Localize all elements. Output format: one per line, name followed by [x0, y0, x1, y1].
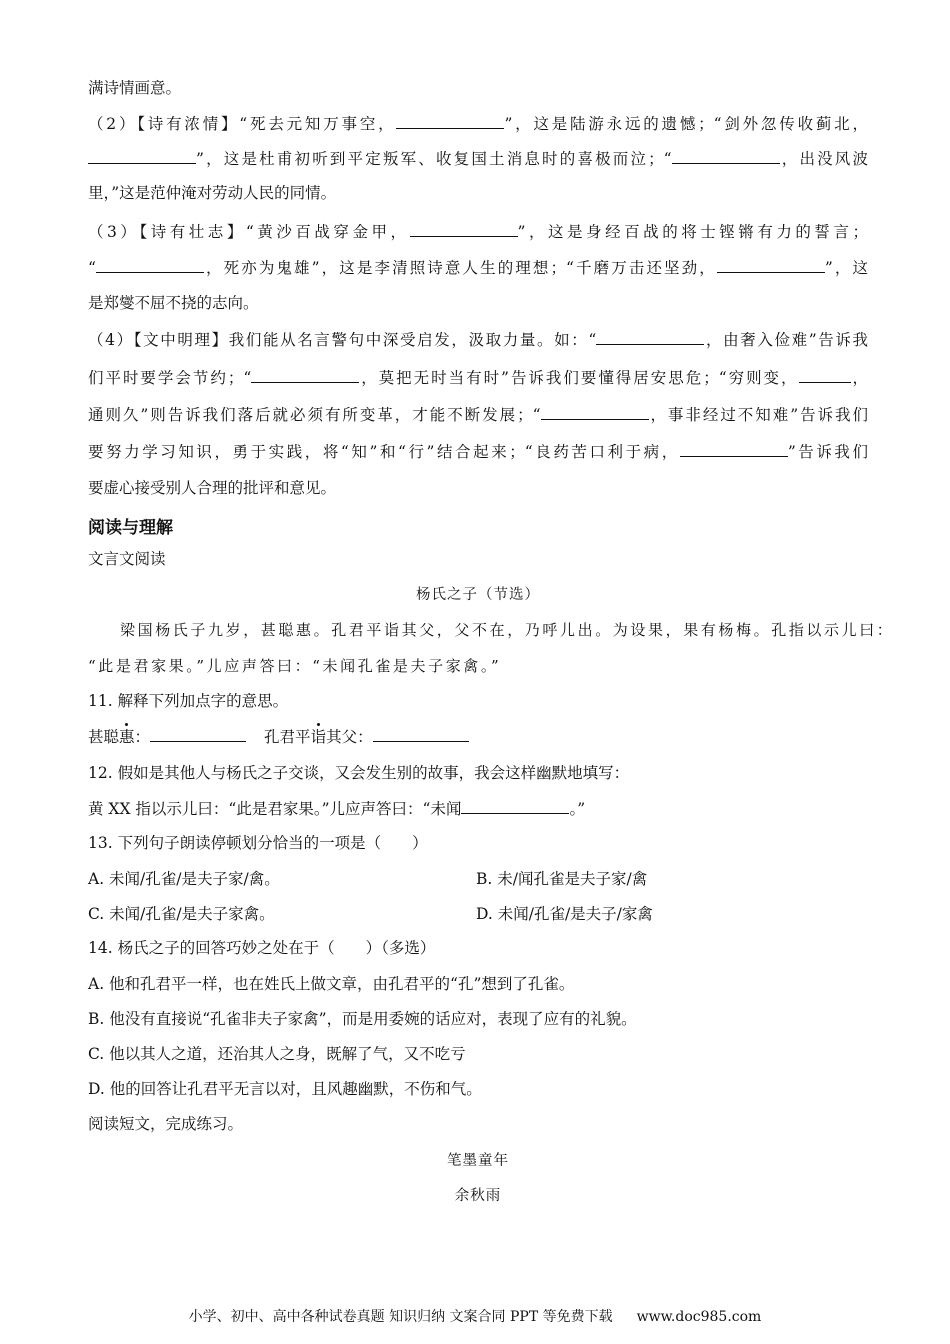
q13-option-a[interactable]: A. 未闻/孔雀/是夫子家/禽。 [88, 870, 280, 888]
q3-line-1: （3）【诗有壮志】“黄沙百战穿金甲， ”，这是身经百战的将士铿锵有力的誓言； [88, 220, 868, 243]
q12-stem: 12. 假如是其他人与杨氏之子交谈，又会发生别的故事，我会这样幽默地填写： [88, 764, 630, 782]
answer-blank[interactable] [596, 328, 704, 345]
emphasis-dot-char: 惠 [119, 728, 135, 746]
q14-option-d[interactable]: D. 他的回答让孔君平无言以对，且风趣幽默，不伤和气。 [88, 1080, 482, 1098]
q12-answer-line: 黄 XX 指以示儿曰：“此是君家果。”儿应声答曰：“未闻 。” [88, 797, 868, 820]
passage-title: 杨氏之子（节选） [416, 587, 540, 603]
answer-blank[interactable] [373, 725, 469, 742]
q14-option-c[interactable]: C. 他以其人之道，还治其人之身，既解了气，又不吃亏 [88, 1045, 466, 1063]
q4-line-5: 要虚心接受别人合理的批评和意见。 [88, 479, 337, 497]
q13-option-c[interactable]: C. 未闻/孔雀/是夫子家禽。 [88, 905, 275, 923]
section-title: 阅读与理解 [88, 518, 173, 538]
answer-blank[interactable] [251, 366, 359, 383]
answer-blank[interactable] [672, 147, 780, 164]
q4-line-3: 通则久”则告诉我们落后就必须有所变革，才能不断发展；“ ，事非经过不知难”告诉我们 [88, 403, 868, 426]
q11-answer-line: 甚聪惠： 孔君平诣其父： [88, 725, 868, 748]
passage-text: “此是君家果。”儿应声答曰：“未闻孔雀是夫子家禽。” [88, 657, 502, 675]
q4-line-4: 要努力学习知识，勇于实践，将“知”和“行”结合起来；“良药苦口利于病， ”告诉我们 [88, 440, 868, 463]
q2-line-2: ”，这是杜甫初听到平定叛军、收复国土消息时的喜极而泣；“ ，出没风波 [88, 147, 868, 170]
q2-line-3: 里，”这是范仲淹对劳动人民的同情。 [88, 184, 337, 202]
q3-line-3: 是郑燮不屈不挠的志向。 [88, 294, 259, 312]
footer-url[interactable]: www.doc985.com [636, 1309, 762, 1325]
passage2-title: 笔墨童年 [447, 1153, 509, 1169]
q13-option-b[interactable]: B. 未/闻孔雀是夫子家/禽 [476, 870, 648, 888]
passage2-author: 余秋雨 [454, 1188, 502, 1204]
answer-blank[interactable] [680, 440, 788, 457]
answer-blank[interactable] [410, 220, 518, 237]
q14-stem: 14. 杨氏之子的回答巧妙之处在于（ ）（多选） [88, 939, 436, 957]
q2-line-1: （2）【诗有浓情】“死去元知万事空， ”，这是陆游永远的遗憾；“剑外忽传收蓟北， [88, 112, 868, 135]
q3-line-2: “ ，死亦为鬼雄”，这是李清照诗意人生的理想；“千磨万击还坚劲， ”，这 [88, 256, 868, 279]
q13-stem: 13. 下列句子朗读停顿划分恰当的一项是（ ） [88, 834, 428, 852]
answer-blank[interactable] [799, 366, 851, 383]
q11-stem: 11. 解释下列加点字的意思。 [88, 692, 289, 710]
answer-blank[interactable] [96, 256, 204, 273]
q13-option-d[interactable]: D. 未闻/孔雀/是夫子/家禽 [476, 905, 653, 923]
subsection-title-2: 阅读短文，完成练习。 [88, 1115, 244, 1133]
answer-blank[interactable] [150, 725, 246, 742]
q4-line-2: 们平时要学会节约；“ ，莫把无时当有时”告诉我们要懂得居安思危；“穷则变， ， [88, 366, 868, 389]
emphasis-dot-char: 诣 [310, 728, 327, 746]
subsection-title: 文言文阅读 [88, 550, 166, 568]
answer-blank[interactable] [461, 797, 569, 814]
answer-blank[interactable] [396, 112, 504, 129]
answer-blank[interactable] [88, 147, 196, 164]
q4-line-1: （4）【文中明理】我们能从名言警句中深受启发，汲取力量。如：“ ，由奢入俭难”告诉我 [88, 328, 868, 351]
passage-text: 梁国杨氏子九岁，甚聪惠。孔君平诣其父，父不在，乃呼儿出。为设果，果有杨梅。孔指以示儿曰： [120, 621, 895, 639]
page-footer: 小学、初中、高中各种试卷真题 知识归纳 文案合同 PPT 等免费下载 www.doc985.com [188, 1309, 762, 1325]
answer-blank[interactable] [541, 403, 649, 420]
answer-blank[interactable] [717, 256, 825, 273]
text-line: 满诗情画意。 [88, 79, 182, 97]
q14-option-a[interactable]: A. 他和孔君平一样，也在姓氏上做文章，由孔君平的“孔”想到了孔雀。 [88, 975, 575, 993]
q14-option-b[interactable]: B. 他没有直接说“孔雀非夫子家禽”，而是用委婉的话应对，表现了应有的礼貌。 [88, 1010, 637, 1028]
